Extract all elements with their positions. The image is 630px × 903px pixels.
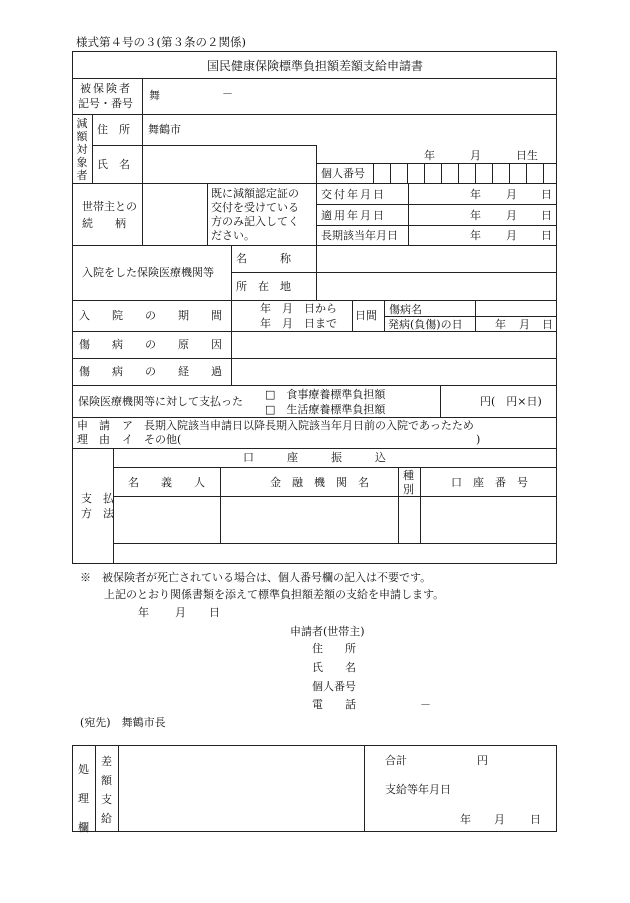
onset-day: 日 (542, 318, 553, 331)
reason-option-a[interactable]: ア 長期入院該当申請日以降長期入院該当年月日前の入院であったため (122, 419, 474, 432)
col-type-2: 別 (403, 483, 414, 496)
my-number-label: 個人番号 (321, 167, 365, 180)
birth-year: 年 (424, 149, 435, 162)
col-type-1: 種 (403, 469, 414, 482)
course-label: 傷 病 の 経 過 (79, 365, 222, 378)
payment-label-2: 方 法 (81, 507, 114, 520)
cause-label: 傷 病 の 原 因 (79, 338, 222, 351)
paid-amount: 円( 円×日) (480, 395, 542, 408)
addressee: (宛先) 舞鶴市長 (80, 716, 166, 729)
institution-name-label: 名 称 (236, 252, 291, 265)
period-label: 入 院 の 期 間 (79, 309, 222, 322)
long-term-day: 日 (541, 229, 552, 242)
reason-option-i[interactable]: イ その他( (122, 433, 182, 446)
insured-label-1: 被保険者 (80, 82, 132, 95)
processing-day: 日 (530, 813, 541, 826)
apply-month: 月 (175, 606, 186, 619)
address-label: 住 所 (97, 123, 130, 136)
relation-label-1: 世帯主との (82, 200, 137, 213)
target-side-label: 減 額 対 象 者 (76, 117, 88, 182)
processing-month: 月 (494, 813, 505, 826)
apply-year: 年 (470, 209, 481, 222)
processing-total-unit: 円 (477, 754, 488, 767)
applicant-title: 申請者(世帯主) (290, 625, 365, 638)
applicant-my-number: 個人番号 (312, 680, 356, 693)
payment-label-1: 支 払 (81, 492, 114, 505)
apply-day: 日 (209, 606, 220, 619)
processing-pay-date-label: 支給等年月日 (385, 783, 451, 796)
reason-close-paren: ) (476, 433, 481, 446)
insured-dash: － (222, 87, 233, 100)
address-value: 舞鶴市 (148, 123, 181, 136)
relation-label-2: 続 柄 (82, 217, 126, 230)
long-term-date-label: 長期該当年月日 (321, 229, 398, 242)
institution-location-label: 所 在 地 (236, 280, 291, 293)
long-term-year: 年 (470, 229, 481, 242)
reason-label-1: 申 請 (77, 419, 110, 432)
period-to: 年 月 日まで (260, 317, 337, 330)
institution-label: 入院をした保険医療機関等 (82, 266, 214, 279)
processing-diff-label: 差 額 支 給 (101, 755, 112, 825)
period-from: 年 月 日から (260, 302, 337, 315)
insured-label-2: 記号・番号 (78, 97, 133, 110)
reason-label-2: 理 由 (77, 433, 110, 446)
issue-year: 年 (470, 188, 481, 201)
insured-prefix: 舞 (149, 89, 160, 102)
processing-total-label: 合計 (385, 754, 407, 767)
long-term-month: 月 (506, 229, 517, 242)
declaration: 上記のとおり関係書類を添えて標準負担額差額の支給を申請します。 (104, 588, 445, 601)
apply-year: 年 (138, 606, 149, 619)
applicant-phone: 電 話 (312, 698, 356, 711)
processing-year: 年 (460, 813, 471, 826)
form-number: 様式第４号の３(第３条の２関係) (76, 35, 246, 49)
col-account: 口 座 番 号 (451, 476, 528, 489)
issue-date-label: 交付年月日 (321, 188, 386, 201)
relation-note: 既に減額認定証の 交付を受けている 方のみ記入してく ださい。 (211, 187, 299, 242)
apply-day: 日 (541, 209, 552, 222)
form-title: 国民健康保険標準負担額差額支給申請書 (207, 59, 424, 73)
col-holder: 名 義 人 (128, 476, 205, 489)
apply-date-label: 適用年月日 (321, 209, 386, 222)
col-bank: 金 融 機 関 名 (270, 476, 369, 489)
apply-month: 月 (506, 209, 517, 222)
applicant-address: 住 所 (312, 642, 356, 655)
processing-side-label: 処 理 欄 (78, 763, 89, 834)
issue-day: 日 (541, 188, 552, 201)
onset-month: 月 (519, 318, 530, 331)
onset-label: 発病(負傷)の日 (388, 318, 463, 331)
applicant-phone-dash: － (420, 698, 431, 711)
issue-month: 月 (506, 188, 517, 201)
footnote: ※ 被保険者が死亡されている場合は、個人番号欄の記入は不要です。 (80, 571, 432, 584)
paid-option-meal[interactable]: □ 食事療養標準負担額 (265, 388, 386, 401)
birth-day: 日生 (516, 149, 538, 162)
name-label: 氏 名 (97, 158, 130, 171)
birth-month: 月 (470, 149, 481, 162)
period-days: 日間 (355, 309, 377, 322)
disease-label: 傷病名 (389, 303, 422, 316)
paid-option-living[interactable]: □ 生活療養標準負担額 (265, 403, 386, 416)
paid-label: 保険医療機関等に対して支払った (78, 395, 243, 408)
applicant-name: 氏 名 (312, 661, 356, 674)
payment-header: 口 座 振 込 (243, 451, 386, 464)
onset-year: 年 (495, 318, 506, 331)
